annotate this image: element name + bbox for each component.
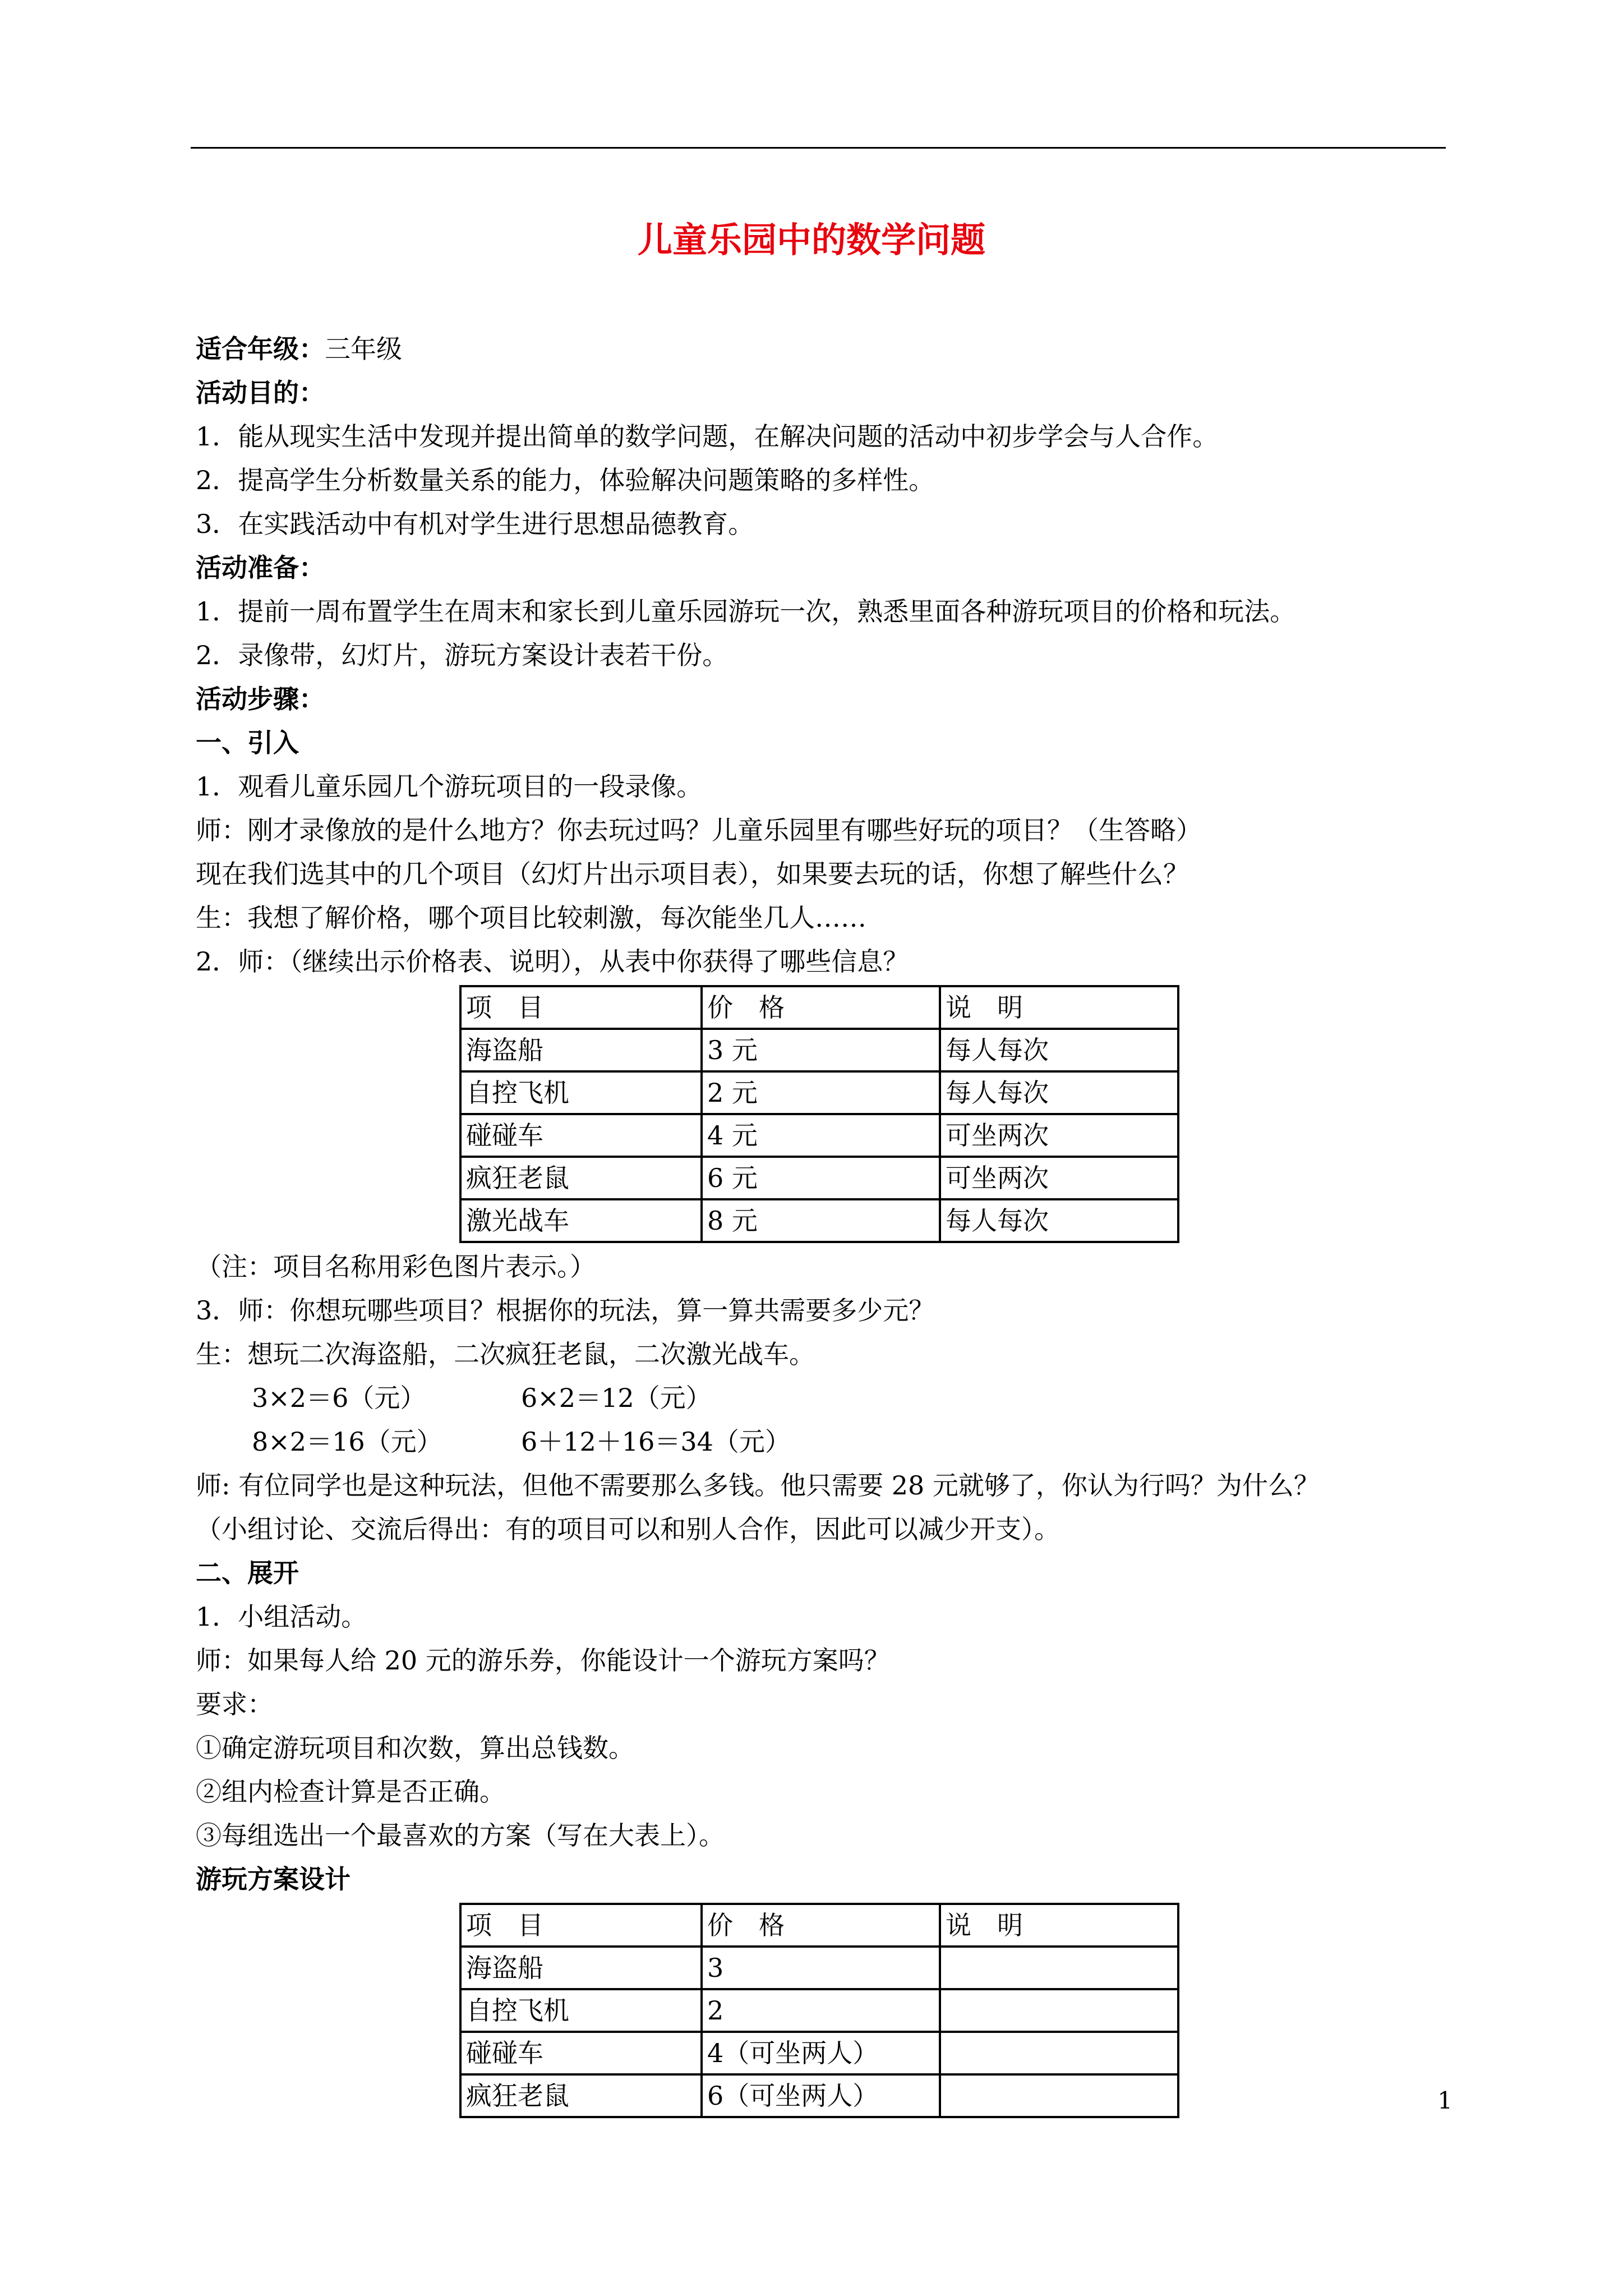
table-cell xyxy=(940,2032,1178,2074)
table-row xyxy=(460,1071,1178,1114)
intro-line: 师：刚才录像放的是什么地方？你去玩过吗？儿童乐园里有哪些好玩的项目？（生答略） xyxy=(196,815,1202,845)
table-cell xyxy=(940,1947,1178,1989)
expand-line: ②组内检查计算是否正确。 xyxy=(196,1777,505,1807)
document-title: 儿童乐园中的数学问题 xyxy=(637,219,985,260)
steps-heading: 活动步骤： xyxy=(196,684,325,714)
table-cell: 6 元 xyxy=(702,1157,940,1199)
calc-line xyxy=(196,1376,1452,1420)
calc-item: 6＋12＋16＝34（元） xyxy=(521,1427,791,1457)
table-cell xyxy=(940,1989,1178,2032)
goal-item: 1．能从现实生活中发现并提出简单的数学问题，在解决问题的活动中初步学会与人合作。 xyxy=(196,421,1219,452)
table-row xyxy=(460,1989,1178,2032)
table-cell: 碰碰车 xyxy=(460,1114,702,1157)
prep-heading: 活动准备： xyxy=(196,553,325,583)
goal-item: 2．提高学生分析数量关系的能力，体验解决问题策略的多样性。 xyxy=(196,465,935,495)
intro-line: 1．观看儿童乐园几个游玩项目的一段录像。 xyxy=(196,771,703,802)
table-cell: 激光战车 xyxy=(460,1199,702,1242)
question-line: 3．师：你想玩哪些项目？根据你的玩法，算一算共需要多少元？ xyxy=(196,1295,935,1326)
grade-label: 适合年级： xyxy=(196,334,325,364)
answer-line: 生：想玩二次海盗船，二次疯狂老鼠，二次激光战车。 xyxy=(196,1339,815,1369)
table-cell: 2 xyxy=(702,1989,940,2032)
table-cell: 每人每次 xyxy=(940,1071,1178,1114)
table-cell: 4 元 xyxy=(702,1114,940,1157)
table-cell: 可坐两次 xyxy=(940,1157,1178,1199)
grade-value: 三年级 xyxy=(325,334,402,364)
table-cell: 碰碰车 xyxy=(460,2032,702,2074)
table-header-cell: 价 格 xyxy=(702,986,940,1029)
table-row xyxy=(460,1947,1178,1989)
table-cell xyxy=(940,2074,1178,2117)
table-cell: 3 xyxy=(702,1947,940,1989)
table-row xyxy=(460,1029,1178,1071)
goals-heading: 活动目的： xyxy=(196,378,325,408)
page-number: 1 xyxy=(1437,2087,1453,2114)
table-cell: 疯狂老鼠 xyxy=(460,1157,702,1199)
table-header-row xyxy=(460,986,1178,1029)
table-cell: 自控飞机 xyxy=(460,1989,702,2032)
intro-line: 2．师：（继续出示价格表、说明），从表中你获得了哪些信息？ xyxy=(196,946,909,977)
table-header-cell: 说 明 xyxy=(940,986,1178,1029)
calc-line xyxy=(196,1420,1452,1464)
grade-line xyxy=(196,327,1452,371)
expand-line: ③每组选出一个最喜欢的方案（写在大表上）。 xyxy=(196,1820,725,1851)
plan-heading: 游玩方案设计 xyxy=(196,1864,351,1894)
table-row xyxy=(460,1157,1178,1199)
price-table xyxy=(459,985,1179,1243)
table-cell: 每人每次 xyxy=(940,1029,1178,1071)
expand-line: 1．小组活动。 xyxy=(196,1602,367,1632)
plan-table xyxy=(459,1903,1179,2118)
table-header-cell: 价 格 xyxy=(702,1904,940,1947)
table-row xyxy=(460,2032,1178,2074)
intro-line: 生：我想了解价格，哪个项目比较刺激，每次能坐几人…… xyxy=(196,903,866,933)
expand-line: 要求： xyxy=(196,1689,273,1719)
table-cell: 可坐两次 xyxy=(940,1114,1178,1157)
header-rule xyxy=(191,147,1446,149)
table-cell: 疯狂老鼠 xyxy=(460,2074,702,2117)
table-header-cell: 项 目 xyxy=(460,1904,702,1947)
prep-item: 1．提前一周布置学生在周末和家长到儿童乐园游玩一次，熟悉里面各种游玩项目的价格和玩法。 xyxy=(196,596,1296,627)
calc-item: 8×2＝16（元） xyxy=(252,1427,442,1457)
table-cell: 每人每次 xyxy=(940,1199,1178,1242)
table-cell: 海盗船 xyxy=(460,1029,702,1071)
note-line: （注：项目名称用彩色图片表示。） xyxy=(196,1251,596,1282)
calc-item: 3×2＝6（元） xyxy=(252,1383,426,1413)
table-row xyxy=(460,1114,1178,1157)
table-cell: 3 元 xyxy=(702,1029,940,1071)
table-row xyxy=(460,1199,1178,1242)
expand-line: ①确定游玩项目和次数，算出总钱数。 xyxy=(196,1733,634,1763)
table-header-cell: 项 目 xyxy=(460,986,702,1029)
table-cell: 4（可坐两人） xyxy=(702,2032,940,2074)
calc-item: 6×2＝12（元） xyxy=(521,1383,712,1413)
document-body xyxy=(196,327,1452,2120)
goal-item: 3．在实践活动中有机对学生进行思想品德教育。 xyxy=(196,509,754,539)
section-expand-heading: 二、展开 xyxy=(196,1558,299,1588)
table-cell: 8 元 xyxy=(702,1199,940,1242)
discussion-line: （小组讨论、交流后得出：有的项目可以和别人合作，因此可以减少开支）。 xyxy=(196,1514,1060,1544)
section-intro-heading: 一、引入 xyxy=(196,728,299,758)
table-cell: 6（可坐两人） xyxy=(702,2074,940,2117)
table-row xyxy=(460,2074,1178,2117)
table-header-cell: 说 明 xyxy=(940,1904,1178,1947)
table-cell: 自控飞机 xyxy=(460,1071,702,1114)
expand-line: 师：如果每人给 20 元的游乐券，你能设计一个游玩方案吗？ xyxy=(196,1645,890,1676)
intro-line: 现在我们选其中的几个项目（幻灯片出示项目表），如果要去玩的话，你想了解些什么？ xyxy=(196,859,1189,889)
table-cell: 海盗船 xyxy=(460,1947,702,1989)
prep-item: 2．录像带，幻灯片，游玩方案设计表若干份。 xyxy=(196,640,728,670)
table-cell: 2 元 xyxy=(702,1071,940,1114)
discussion-line: 师: 有位同学也是这种玩法，但他不需要那么多钱。他只需要 28 元就够了，你认为行吗？为什么？ xyxy=(196,1470,1320,1501)
table-header-row xyxy=(460,1904,1178,1947)
